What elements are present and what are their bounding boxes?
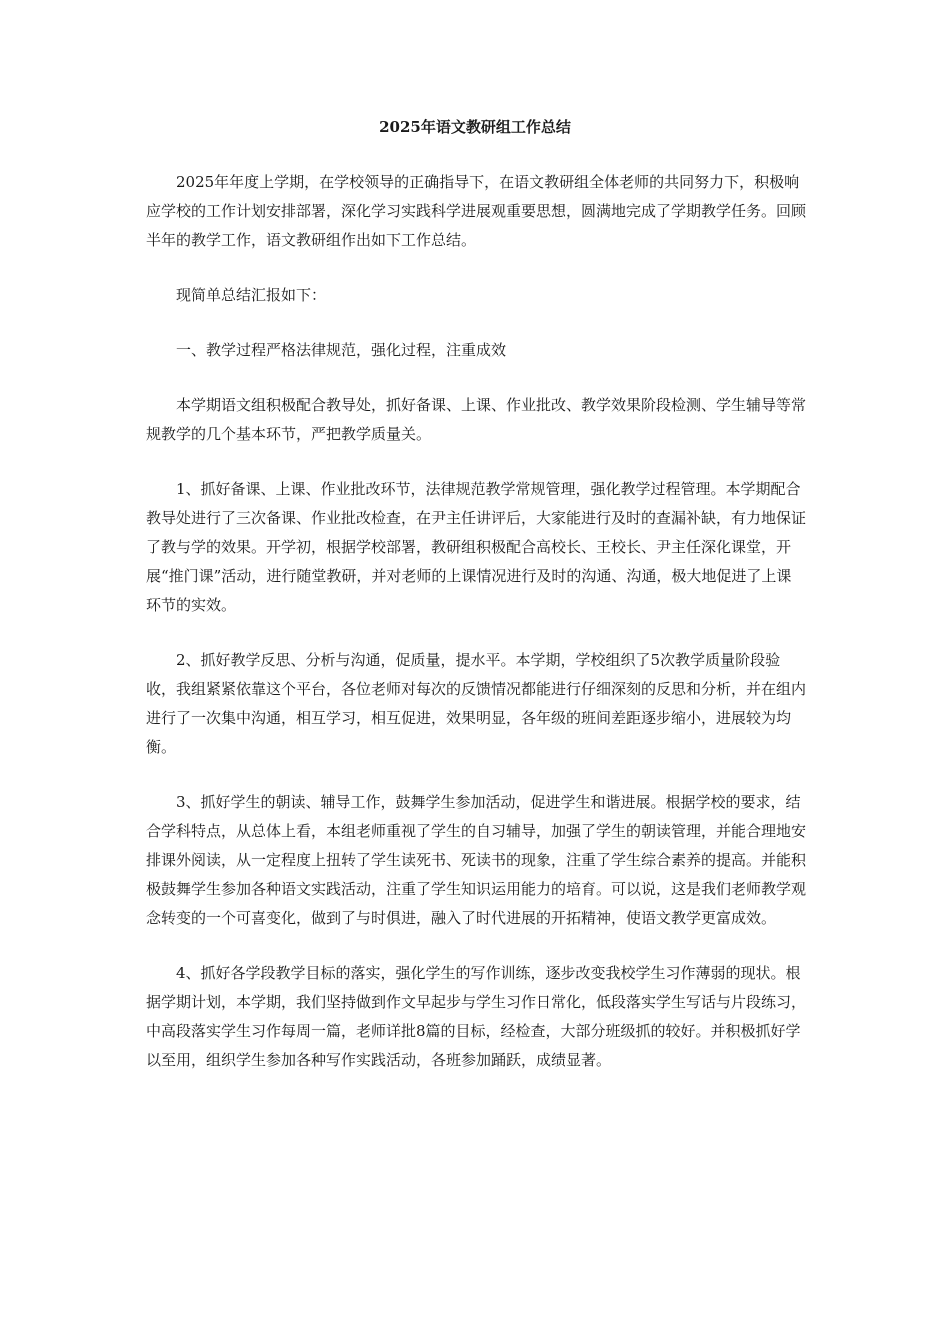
paragraph-intro: 2025年年度上学期，在学校领导的正确指导下，在语文教研组全体老师的共同努力下，积极响应学校的工作计划安排部署，深化学习实践科学进展观重要思想，圆满地完成了学期教学任务。回顾半年的教学工作，语文教研组作出如下工作总结。 <box>146 173 807 249</box>
section-heading-1: 一、教学过程严格法律规范，强化过程，注重成效 <box>176 341 507 359</box>
paragraph-item-4: 4、抓好各学段教学目标的落实，强化学生的写作训练，逐步改变我校学生习作薄弱的现状。根据学期计划，本学期，我们坚持做到作文早起步与学生习作日常化，低段落实学生写话与片段练习，中高段落实学生习作每周一篇，老师详批8篇的目标，经检查，大部分班级抓的较好。并积极抓好学以至用，组织学生参加各种写作实践活动，各班参加踊跃，成绩显著。 <box>146 964 807 1069</box>
document-body <box>146 168 806 1101</box>
paragraph-item-3: 3、抓好学生的朝读、辅导工作，鼓舞学生参加活动，促进学生和谐进展。根据学校的要求，结合学科特点，从总体上看，本组老师重视了学生的自习辅导，加强了学生的朝读管理，并能合理地安排课外阅读，从一定程度上扭转了学生读死书、死读书的现象，注重了学生综合素养的提高。并能积极鼓舞学生参加各种语文实践活动，注重了学生知识运用能力的培育。可以说，这是我们老师教学观念转变的一个可喜变化，做到了与时俱进，融入了时代进展的开拓精神，使语文教学更富成效。 <box>146 793 807 927</box>
paragraph-summary-lead: 现简单总结汇报如下： <box>176 286 327 304</box>
paragraph-section-1-intro: 本学期语文组积极配合教导处，抓好备课、上课、作业批改、教学效果阶段检测、学生辅导等常规教学的几个基本环节，严把教学质量关。 <box>146 396 807 443</box>
paragraph-item-2: 2、抓好教学反思、分析与沟通，促质量，提水平。本学期，学校组织了5次教学质量阶段验收，我组紧紧依靠这个平台，各位老师对每次的反馈情况都能进行仔细深刻的反思和分析，并在组内进行了一次集中沟通，相互学习，相互促进，效果明显，各年级的班间差距逐步缩小，进展较为均衡。 <box>146 651 807 756</box>
document-title: 2025年语文教研组工作总结 <box>379 118 571 136</box>
paragraph-item-1: 1、抓好备课、上课、作业批改环节，法律规范教学常规管理，强化教学过程管理。本学期配合教导处进行了三次备课、作业批改检查，在尹主任讲评后，大家能进行及时的查漏补缺，有力地保证了教与学的效果。开学初，根据学校部署，教研组积极配合高校长、王校长、尹主任深化课堂，开展“推门课”活动，进行随堂教研，并对老师的上课情况进行及时的沟通、沟通，极大地促进了上课环节的实效。 <box>146 480 807 614</box>
